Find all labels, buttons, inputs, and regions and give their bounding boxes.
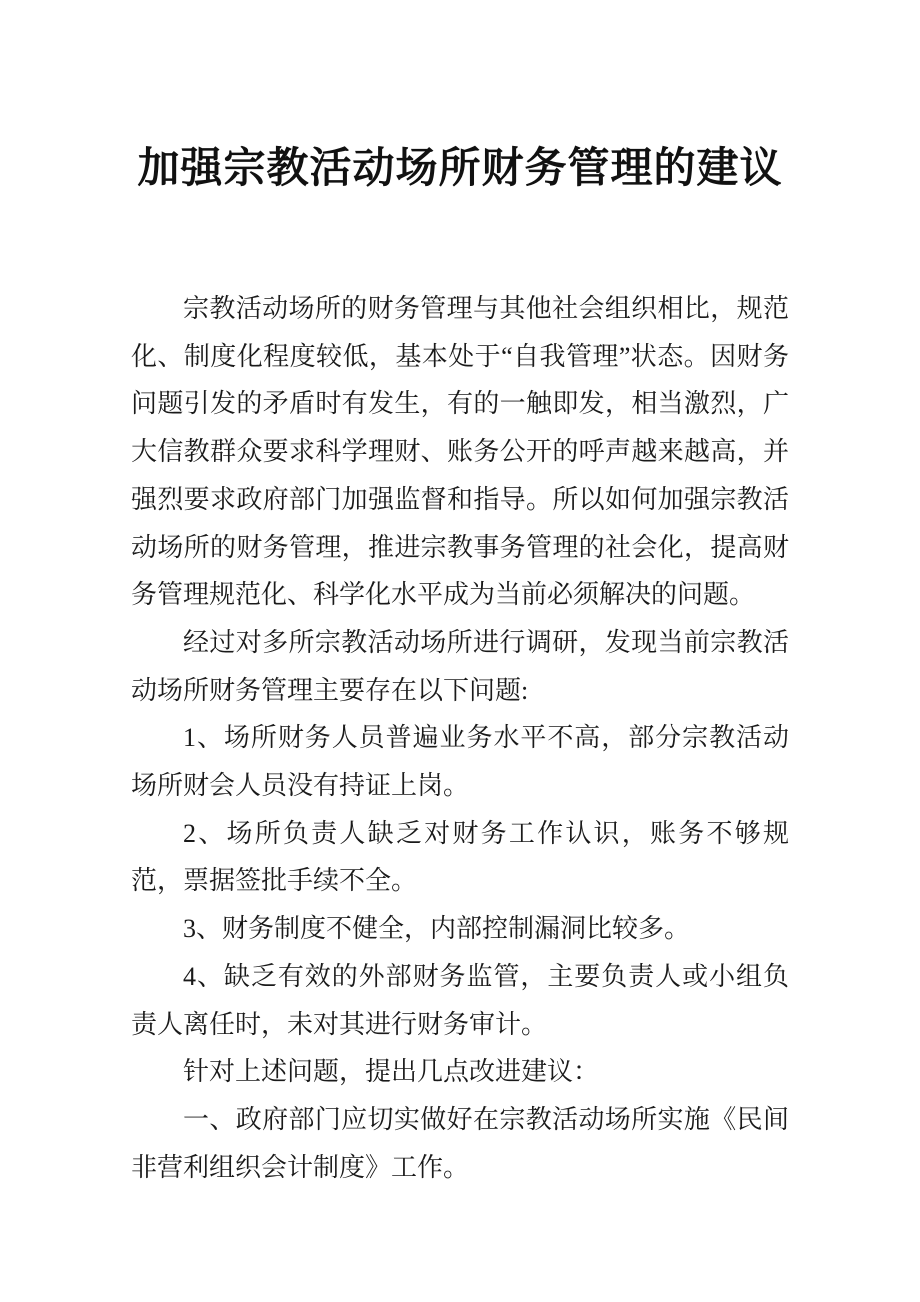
paragraph: 3、财务制度不健全，内部控制漏洞比较多。: [183, 914, 691, 944]
paragraph: 1、场所财务人员普遍业务水平不高，部分宗教活动场所财会人员没有持证上岗。: [131, 723, 789, 801]
paragraph: 2、场所负责人缺乏对财务工作认识，账务不够规范，票据签批手续不全。: [131, 818, 789, 896]
document-body: [131, 285, 789, 1191]
document-title: 加强宗教活动场所财务管理的建议: [137, 146, 783, 192]
paragraph: 针对上述问题，提出几点改进建议：: [183, 1057, 600, 1087]
paragraph: 经过对多所宗教活动场所进行调研，发现当前宗教活动场所财务管理主要存在以下问题:: [131, 627, 789, 705]
paragraph: 一、政府部门应切实做好在宗教活动场所实施《民间非营利组织会计制度》工作。: [131, 1104, 789, 1182]
paragraph: 4、缺乏有效的外部财务监管，主要负责人或小组负责人离任时，未对其进行财务审计。: [131, 961, 789, 1039]
paragraph: 宗教活动场所的财务管理与其他社会组织相比，规范化、制度化程度较低，基本处于“自我管理”状态。因财务问题引发的矛盾时有发生，有的一触即发，相当激烈，广大信教群众要求科学理财、账务公开的呼声越来越高，并强烈要求政府部门加强监督和指导。所以如何加强宗教活动场所的财务管理，推进宗教事务管理的社会化，提高财务管理规范化、科学化水平成为当前必须解决的问题。: [131, 294, 789, 610]
